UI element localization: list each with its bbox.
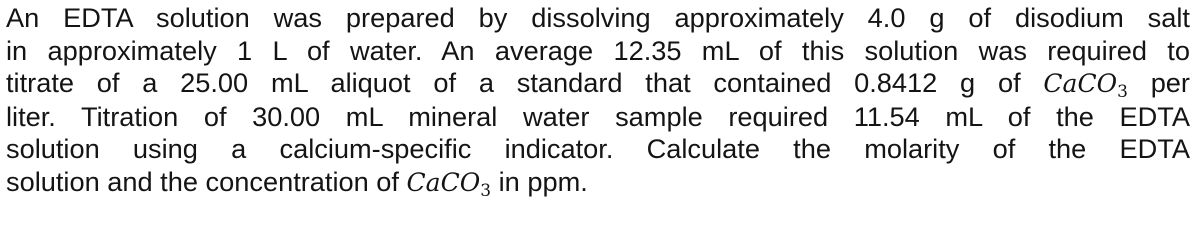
problem-line-6-tail: in ppm. (498, 165, 588, 197)
problem-line-3-tail: per (1150, 67, 1190, 99)
calcium-carbonate-formula (1043, 69, 1128, 103)
problem-line-3 (6, 67, 1190, 101)
problem-statement (6, 2, 1190, 200)
problem-line-2: in approximately 1 L of water. An average 12.35 mL of this solution was required to (6, 34, 1190, 66)
formula-subscript: 3 (1117, 82, 1128, 103)
problem-line-1: An EDTA solution was prepared by dissolving approximately 4.0 g of disodium salt (6, 2, 1190, 33)
formula-main: CaCO (406, 167, 481, 197)
problem-line-3-text: titrate of a 25.00 mL aliquot of a standard that contained 0.8412 g of (6, 67, 1021, 99)
problem-line-5: solution using a calcium-specific indicator. Calculate the molarity of the EDTA (6, 133, 1190, 165)
problem-line-6 (6, 166, 1190, 200)
formula-main: CaCO (1043, 69, 1118, 99)
calcium-carbonate-formula (406, 167, 492, 201)
problem-line-6-text: solution and the concentration of (6, 165, 399, 197)
problem-line-4: liter. Titration of 30.00 mL mineral water sample required 11.54 mL of the EDTA (6, 100, 1190, 132)
formula-subscript: 3 (480, 180, 492, 201)
